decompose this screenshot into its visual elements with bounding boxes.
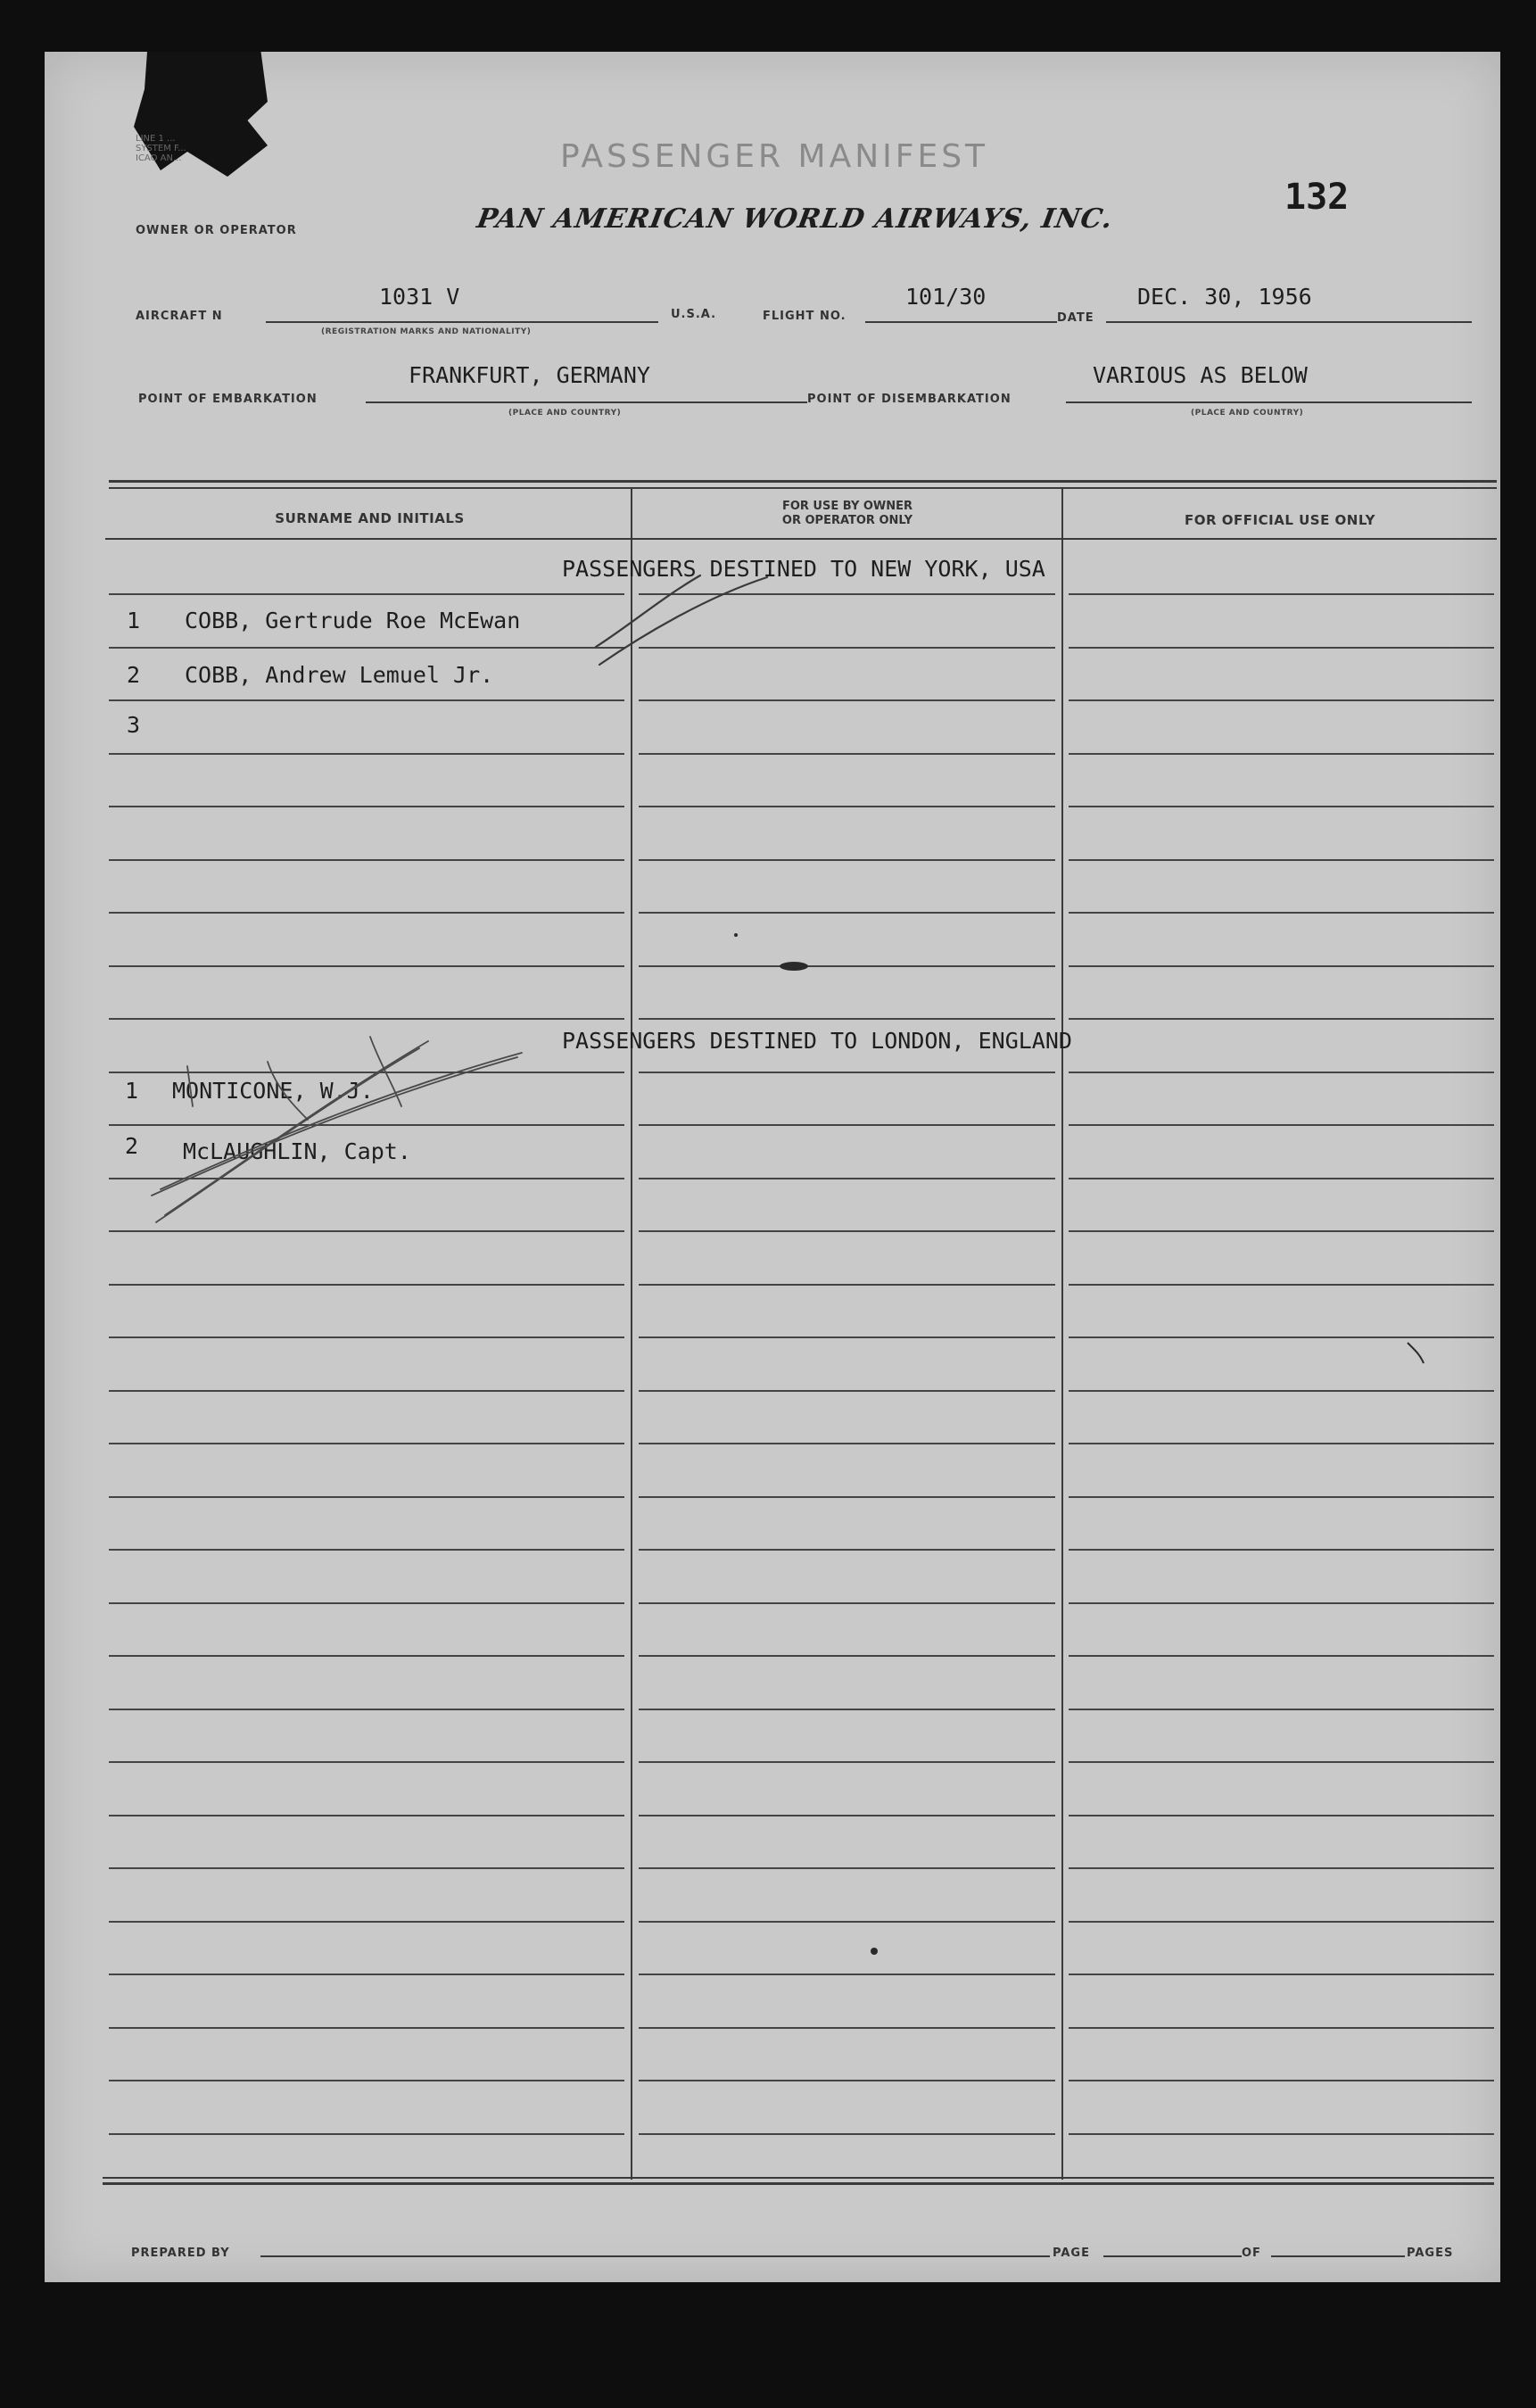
passenger-name: MONTICONE, W.J. xyxy=(172,1078,374,1104)
pages-label: PAGES xyxy=(1407,2247,1454,2260)
surname-column-header: SURNAME AND INITIALS xyxy=(275,510,465,526)
passenger-name: COBB, Andrew Lemuel Jr. xyxy=(185,662,494,688)
owner-use-header-line: OR OPERATOR ONLY xyxy=(781,514,913,527)
flight-value: 101/30 xyxy=(905,284,987,310)
passenger-number: 2 xyxy=(125,1133,139,1159)
disembarkation-place-note: (PLACE AND COUNTRY) xyxy=(1191,409,1304,418)
form-title: PASSENGER MANIFEST xyxy=(560,138,989,175)
passenger-number: 1 xyxy=(127,608,141,633)
owner-label: OWNER OR OPERATOR xyxy=(136,224,297,237)
page-label: PAGE xyxy=(1053,2247,1090,2260)
official-use-column-header: FOR OFFICIAL USE ONLY xyxy=(1185,512,1375,528)
registration-note: (REGISTRATION MARKS AND NATIONALITY) xyxy=(321,327,532,336)
check-mark-new-york xyxy=(596,575,767,665)
of-underline xyxy=(1271,2255,1405,2257)
date-value: DEC. 30, 1956 xyxy=(1137,284,1312,310)
passenger-name: COBB, Gertrude Roe McEwan xyxy=(185,608,521,633)
embarkation-place-note: (PLACE AND COUNTRY) xyxy=(508,409,622,418)
passenger-number: 3 xyxy=(127,712,141,738)
passenger-number: 2 xyxy=(127,662,141,688)
aircraft-value: 1031 V xyxy=(379,284,460,310)
disembarkation-value: VARIOUS AS BELOW xyxy=(1093,362,1308,388)
flight-label: FLIGHT NO. xyxy=(763,310,846,323)
country-label: U.S.A. xyxy=(671,308,717,321)
date-label: DATE xyxy=(1057,311,1094,325)
prepared-by-label: PREPARED BY xyxy=(131,2247,230,2260)
corner-stamp-line: SYSTEM F... xyxy=(136,144,186,153)
of-label: OF xyxy=(1242,2247,1261,2260)
prepared-by-underline xyxy=(260,2255,1050,2257)
cross-out-london xyxy=(152,1037,522,1222)
disembarkation-label: POINT OF DISEMBARKATION xyxy=(807,393,1012,406)
aircraft-label: AIRCRAFT N xyxy=(136,310,223,323)
owner-value: PAN AMERICAN WORLD AIRWAYS, INC. xyxy=(474,203,1116,235)
sheet-number: 132 xyxy=(1284,177,1350,218)
group-heading-london: PASSENGERS DESTINED TO LONDON, ENGLAND xyxy=(562,1028,1072,1054)
owner-use-header-line: FOR USE BY OWNER xyxy=(781,500,913,513)
stray-mark xyxy=(1408,1343,1424,1363)
corner-stamp-line: ICAO AN... xyxy=(136,153,182,163)
embarkation-value: FRANKFURT, GERMANY xyxy=(409,362,650,388)
ink-blot xyxy=(734,933,878,1955)
corner-stamp-line: LINE 1 ... xyxy=(136,134,176,144)
passenger-name: McLAUGHLIN, Capt. xyxy=(183,1138,411,1164)
group-heading-new-york: PASSENGERS DESTINED TO NEW YORK, USA xyxy=(562,556,1045,582)
page-underline xyxy=(1103,2255,1242,2257)
embarkation-label: POINT OF EMBARKATION xyxy=(138,393,318,406)
passenger-number: 1 xyxy=(125,1078,139,1104)
